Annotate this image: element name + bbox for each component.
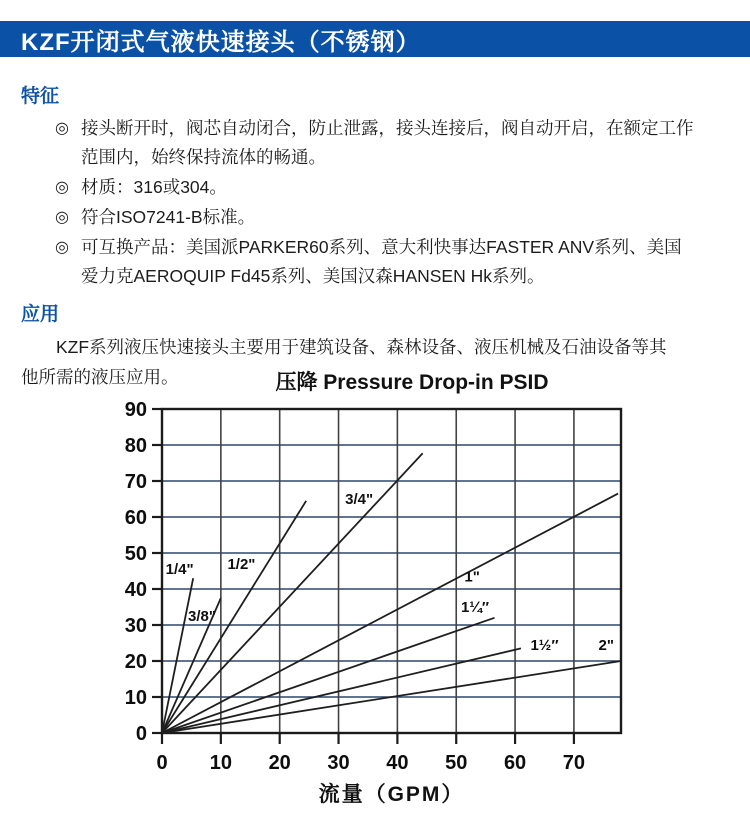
feature-item	[55, 114, 750, 172]
x-tick-label: 60	[503, 752, 527, 774]
y-tick-label: 80	[124, 435, 147, 457]
series-size-label: 1½″	[530, 636, 559, 654]
y-tick-label: 20	[124, 651, 147, 673]
chart-canvas	[0, 358, 750, 814]
feature-item	[55, 233, 750, 291]
content-area	[0, 57, 750, 392]
double-circle-bullet-icon: ◎	[55, 239, 69, 256]
series-line	[162, 618, 494, 733]
feature-item	[55, 203, 750, 232]
series-size-label: 2"	[598, 636, 615, 654]
series-line	[162, 578, 193, 733]
series-size-label: 1¼″	[461, 599, 490, 616]
series-size-label: 3/4"	[345, 491, 374, 508]
y-tick-label: 70	[124, 471, 147, 493]
application-text: KZF系列液压快速接头主要用于建筑设备、森林设备、液压机械及石油设备等其他所需的液压应用。	[21, 337, 667, 387]
y-tick-label: 10	[124, 687, 147, 709]
series-size-label: 1/4"	[165, 561, 194, 579]
y-tick-label: 60	[124, 507, 147, 529]
page-header-banner	[0, 21, 750, 57]
x-tick-label: 20	[268, 752, 291, 774]
feature-text: 符合ISO7241-B标准。	[81, 207, 256, 227]
series-size-label: 3/8"	[188, 608, 216, 625]
x-tick-label: 10	[209, 752, 232, 774]
x-tick-label: 40	[386, 752, 409, 774]
features-heading: 特征	[21, 86, 60, 107]
y-tick-label: 40	[124, 579, 147, 601]
y-tick-label: 30	[124, 615, 147, 637]
chart-x-axis-label: 流量（GPM）	[318, 783, 465, 806]
series-size-label: 1/2"	[227, 555, 256, 573]
series-line	[162, 501, 306, 733]
series-line	[162, 453, 423, 733]
feature-item	[55, 173, 750, 202]
double-circle-bullet-icon: ◎	[55, 120, 69, 137]
x-tick-label: 0	[156, 752, 168, 774]
y-tick-label: 50	[124, 543, 147, 565]
application-heading: 应用	[21, 304, 60, 325]
double-circle-bullet-icon: ◎	[55, 209, 69, 226]
y-tick-label: 90	[124, 399, 147, 421]
feature-list	[55, 114, 750, 291]
feature-text: 接头断开时，阀芯自动闭合，防止泄露，接头连接后，阀自动开启，在额定工作范围内，始终保持流体的畅通。	[81, 118, 694, 167]
pressure-drop-chart	[0, 358, 750, 814]
x-tick-label: 30	[327, 752, 350, 774]
y-tick-label: 0	[135, 723, 147, 745]
double-circle-bullet-icon: ◎	[55, 179, 69, 196]
series-size-label: 1"	[464, 568, 480, 586]
page-title: KZF开闭式气液快速接头（不锈钢）	[21, 28, 421, 56]
feature-text: 材质：316或304。	[81, 177, 227, 197]
chart-title: 压降 Pressure Drop-in PSID	[275, 371, 549, 394]
feature-text: 可互换产品：美国派PARKER60系列、意大利快事达FASTER ANV系列、美国爱力克AEROQUIP Fd45系列、美国汉森HANSEN Hk系列。	[81, 237, 682, 286]
x-tick-label: 50	[445, 752, 468, 774]
x-tick-label: 70	[562, 752, 586, 774]
